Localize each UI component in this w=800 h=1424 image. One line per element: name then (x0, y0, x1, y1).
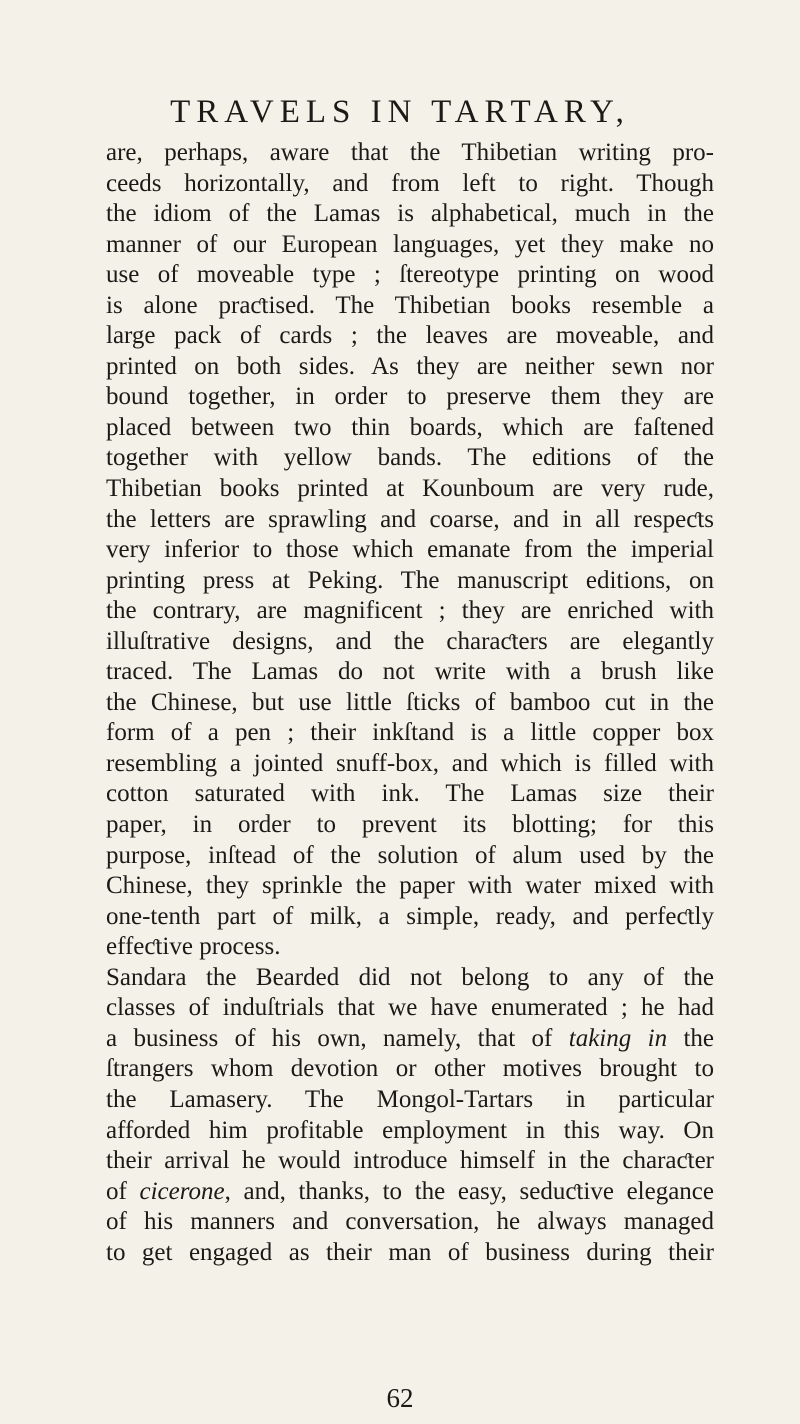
page-number: 62 (386, 1383, 414, 1413)
text-line: to get engaged as their man of business during their (106, 1238, 714, 1266)
text-line: very inferior to those which emanate from the imperial (106, 536, 714, 564)
text-line: the contrary, are magnificent ; they are enriched with (106, 597, 714, 625)
text-line: of his manners and conversation, he always managed (106, 1208, 714, 1236)
text-line: cotton saturated with ink. The Lamas size their (106, 780, 714, 808)
paragraph (106, 138, 714, 963)
text-line: ceeds horizontally, and from left to right. Though (106, 169, 714, 197)
text-run: , and, thanks, to the easy, seduƈtive elegance (224, 1177, 715, 1205)
text-line: ſtrangers whom devotion or other motives brought to (106, 1055, 714, 1083)
text-line: Thibetian books printed at Kounboum are very rude, (106, 475, 714, 503)
text-line: purpose, inſtead of the solution of alum used by the (106, 841, 714, 869)
text-line (106, 1024, 714, 1055)
text-line: their arrival he would introduce himself in the charaƈter (106, 1147, 714, 1175)
text-line: use of moveable type ; ſtereotype printing on wood (106, 261, 714, 289)
text-run: a business of his own, namely, that of (106, 1024, 569, 1052)
text-line: large pack of cards ; the leaves are moveable, and (106, 322, 714, 350)
text-line: Sandara the Bearded did not belong to any of the (106, 963, 714, 991)
body-text (106, 138, 714, 1268)
text-line: paper, in order to prevent its blotting; for this (106, 811, 714, 839)
text-run: of (106, 1177, 140, 1205)
text-line: printed on both sides. As they are neither sewn nor (106, 352, 714, 380)
text-line: placed between two thin boards, which are faſtened (106, 413, 714, 441)
text-line: classes of induſtrials that we have enumerated ; he had (106, 994, 714, 1022)
text-line: traced. The Lamas do not write with a brush like (106, 658, 714, 686)
text-line: effeƈtive process. (106, 933, 281, 961)
text-line: illuſtrative designs, and the charaƈters are elegantly (106, 627, 714, 655)
paragraph (106, 963, 714, 1268)
text-line: the letters are sprawling and coarse, and in all respeƈts (106, 505, 714, 533)
text-line: manner of our European languages, yet they make no (106, 230, 714, 258)
text-line: one-tenth part of milk, a simple, ready, and perfeƈtly (106, 902, 714, 930)
text-line: the Lamasery. The Mongol-Tartars in particular (106, 1085, 714, 1113)
text-run: the (667, 1024, 715, 1052)
text-line: bound together, in order to preserve them they are (106, 383, 714, 411)
text-line: resembling a jointed snuff-box, and which is filled with (106, 749, 714, 777)
text-line: the idiom of the Lamas is alphabetical, much in the (106, 200, 714, 228)
text-line: afforded him profitable employment in this way. On (106, 1116, 714, 1144)
running-head: TRAVELS IN TARTARY, (170, 94, 630, 130)
text-line: is alone praƈtised. The Thibetian books resemble a (106, 291, 714, 319)
text-line: the Chinese, but use little ſticks of bamboo cut in the (106, 688, 714, 716)
text-line: Chinese, they sprinkle the paper with water mixed with (106, 872, 714, 900)
italic-phrase: taking in (568, 1024, 668, 1052)
text-line (106, 1177, 714, 1208)
italic-phrase: cicerone (139, 1177, 225, 1205)
text-line: together with yellow bands. The editions of the (106, 444, 714, 472)
text-line: are, perhaps, aware that the Thibetian writing pro- (106, 139, 714, 166)
text-line: printing press at Peking. The manuscript editions, on (106, 566, 714, 594)
text-line: form of a pen ; their inkſtand is a little copper box (106, 719, 714, 747)
